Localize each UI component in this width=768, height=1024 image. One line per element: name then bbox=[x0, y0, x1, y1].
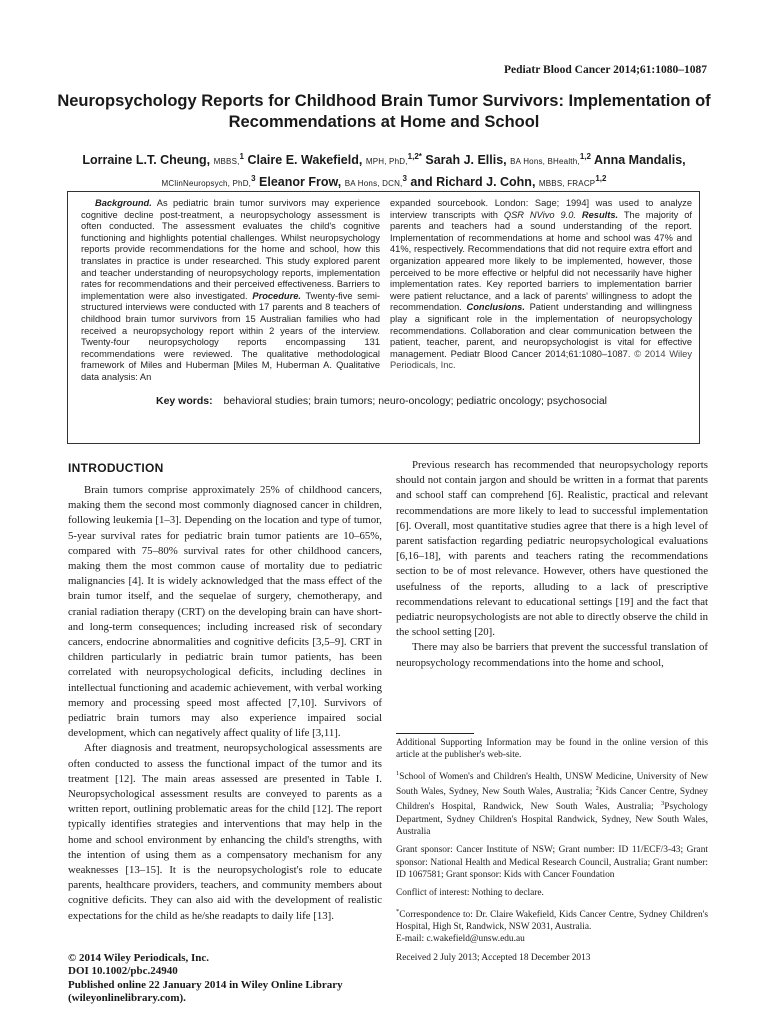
abstract-results-label: Results. bbox=[581, 209, 619, 220]
author-name: Lorraine L.T. Cheung, bbox=[82, 153, 211, 168]
publication-copyright: © 2014 Wiley Periodicals, Inc. bbox=[68, 952, 210, 964]
keywords bbox=[156, 395, 676, 407]
author-name: and Richard J. Cohn, bbox=[410, 175, 536, 190]
abstract-results-text: The majority of parents and teachers had a sound understanding of the report. Implementation of recommendations at home and school was 47% and 41%, respectively. Recommendations that did not require extra effort and organization appeared more likely to be implemented, however, those perceived to be more effective or helpful did not necessarily have higher implementation rates. Key reported barriers to implementation barrier were patient reluctance, and a lack of parents' willingness to adopt the recommendation. bbox=[390, 209, 692, 313]
section-heading: INTRODUCTION bbox=[68, 461, 164, 475]
author-degrees: MBBS, FRACP bbox=[538, 179, 596, 189]
journal-reference: Pediatr Blood Cancer 2014;61:1080–1087 bbox=[503, 64, 707, 76]
author-name: Anna Mandalis, bbox=[593, 153, 686, 168]
footnote-received: Received 2 July 2013; Accepted 18 December 2013 bbox=[396, 952, 591, 963]
author-name: Sarah J. Ellis, bbox=[425, 153, 507, 168]
keywords-text: behavioral studies; brain tumors; neuro-oncology; pediatric oncology; psychosocial bbox=[223, 395, 607, 407]
left-column bbox=[68, 483, 382, 924]
author-affiliation: 1,2 bbox=[579, 152, 591, 161]
footnote-grants: Grant sponsor: Cancer Institute of NSW; Grant number: ID 11/ECF/3-43; Grant sponsor: National Health and Medical Research Council, Australia; Grant number: ID 1067581; Grant sponsor: Kids with Cancer Foundation bbox=[396, 845, 708, 881]
footnote-correspondence: *Correspondence to: Dr. Claire Wakefield, Kids Cancer Centre, Sydney Children's Hospital, High St, Randwick, NSW 2031, Australia. E-mail: c.wakefield@unsw.edu.au bbox=[396, 907, 708, 945]
author-affiliation: 1,2* bbox=[407, 152, 422, 161]
publication-online: Published online 22 January 2014 in Wiley Online Library bbox=[68, 978, 343, 991]
abstract-conclusions-label: Conclusions. bbox=[466, 302, 525, 313]
author-degrees: MClinNeuropsych, PhD, bbox=[161, 179, 252, 189]
author-name: Eleanor Frow, bbox=[259, 175, 342, 190]
author-affiliation: 3 bbox=[402, 174, 407, 184]
author-degrees: MBBS, bbox=[213, 157, 240, 167]
correspondence-email: E-mail: c.wakefield@unsw.edu.au bbox=[396, 934, 525, 945]
right-column bbox=[396, 458, 708, 671]
paragraph: Brain tumors comprise approximately 25% of childhood cancers, making them the second most commonly diagnosed cancer in children, following leukemia [1–3]. Depending on the location and type of tumor, 5-year survival rates for pediatric brain tumor patients are 10–65%, compared with 75–80% survival rates for other childhood cancers, making them the most common cause of mortality due to pediatric malignancies [4]. It is widely acknowledged that the mass effect of the brain tumor itself, and the sequelae of surgery, chemotherapy, and cranial radiation therapy (CRT) on the developing brain can have short- and long-term consequences; including increased risk of secondary cancers, endocrine abnormalities and cognitive deficits [3,5–9]. CRT in children particularly in pediatric brain tumor patients, has been correlated with neuropsychological deficits, including declines in intellectual functioning and academic achievement, with verbal working memory and processing speed most affected [7,10]. Survivors of pediatric brain tumors may also experience impaired social development, which can negatively affect quality of life [3,11]. bbox=[68, 484, 382, 740]
footnote-conflict: Conflict of interest: Nothing to declare. bbox=[396, 888, 544, 899]
footnote-divider bbox=[396, 733, 474, 734]
author-list bbox=[40, 148, 728, 192]
author-name: Claire E. Wakefield, bbox=[247, 153, 363, 168]
abstract-box bbox=[67, 191, 700, 444]
footnote-affiliations: $^1$School of Women's and Children's Health, UNSW Medicine, University of New South Wales, Sydney, New South Wales, Australia; $^2$Kids Cancer Centre, Sydney Children's Hospital, Randwick, New South Wales, Australia; $^3$Psychology Department, Sydney Children's Hospital Randwick, Sydney, New South Wales, Australia bbox=[396, 769, 708, 838]
abstract-copyright: © 2014 Wiley Periodicals, Inc. bbox=[390, 348, 692, 371]
keywords-label: Key words: bbox=[156, 395, 213, 407]
abstract-software: QSR NVivo 9.0. bbox=[503, 209, 576, 220]
correspondence-text: Correspondence to: Dr. Claire Wakefield, Kids Cancer Centre, Sydney Children's Hospital, High St, Randwick, NSW 2031, Australia. bbox=[396, 909, 708, 933]
footnotes bbox=[396, 737, 708, 970]
abstract-left-column bbox=[81, 198, 380, 384]
abstract-background-text: As pediatric brain tumor survivors may experience cognitive decline post-treatment, a neuropsychology assessment is often conducted. The assessment evaluates the child's cognitive functioning and highlights potential challenges. Whilst neuropsychology reports provide recommendations for the home and school, how this translates in practice is under researched. This study explored parent and teacher understanding of neuropsychology reports, implementation rates for recommendations and their perceived effectiveness. Barriers to implementation were also investigated. bbox=[81, 198, 380, 301]
affiliation-3: Psychology Department, Sydney Children's Hospital Randwick, Sydney, New South Wales, Australia bbox=[396, 802, 708, 838]
abstract-conclusions-text: Patient understanding and willingness play a significant role in the implementation of neuropsychology recommendations. Collaboration and clear communication between the patient, teacher, parent, and neuropsychologist is vital for effective management. Pediatr Blood Cancer 2014;61:1080–1087. bbox=[390, 302, 692, 359]
abstract-procedure-text: Twenty-five semi-structured interviews were conducted with 17 parents and 8 teachers of childhood brain tumor survivors from 15 Australian families who had received a neuropsychology report within 2 years of the interview. Twenty-four neuropsychology reports encompassing 131 recommendations were reviewed. The qualitative methodological framework of Miles and Huberman [Miles M, Huberman A. Qualitative data analysis: An bbox=[81, 290, 380, 382]
abstract-procedure-label: Procedure. bbox=[252, 290, 301, 301]
affiliation-2: Kids Cancer Centre, Sydney Children's Hospital, Randwick, New South Wales, Australia; bbox=[396, 787, 708, 813]
author-degrees: MPH, PhD, bbox=[365, 157, 408, 167]
author-affiliation: 1,2 bbox=[595, 174, 607, 184]
footnote-supporting: Additional Supporting Information may be found in the online version of this article at the publisher's web-site. bbox=[396, 738, 708, 761]
publication-info bbox=[68, 952, 388, 1006]
abstract-background-label: Background. bbox=[95, 198, 152, 208]
author-degrees: BA Hons, DCN, bbox=[344, 179, 403, 189]
abstract-right-column bbox=[390, 198, 692, 372]
publication-site: (wileyonlinelibrary.com). bbox=[68, 992, 186, 1005]
affiliation-1: School of Women's and Children's Health, UNSW Medicine, University of New South Wales, Sydney, New South Wales, Australia; bbox=[396, 771, 708, 798]
paragraph: There may also be barriers that prevent the successful translation of neuropsychology recommendations into the home and school, bbox=[396, 641, 708, 669]
paragraph: Previous research has recommended that neuropsychology reports should not contain jargon and should be written in a format that parents and school staff can comprehend [6]. Realistic, practical and relevant recommendations are more likely to lead to successful implementation [6]. Overall, most quantitative studies agree that there is a high level of parent satisfaction regarding pediatric neuropsychological evaluations [6,16–18], with parents and teachers rating the recommendations section to be of most relevance. However, others have questioned the usefulness of the reports, alluding to a lack of prescriptive recommendations relevant to educational settings [19] and the fact that pediatric neuropsychologists are not able to directly observe the child in the school setting [20]. bbox=[396, 459, 708, 639]
author-degrees: BA Hons, BHealth, bbox=[510, 157, 580, 167]
author-affiliation: 1 bbox=[239, 152, 244, 161]
article-title: Neuropsychology Reports for Childhood Brain Tumor Survivors: Implementation of Recommendations at Home and School bbox=[57, 92, 711, 131]
abstract-continued-text: expanded sourcebook. London: Sage; 1994] was used to analyze interview transcripts with bbox=[390, 198, 692, 220]
author-affiliation: 3 bbox=[251, 174, 256, 184]
publication-doi: DOI 10.1002/pbc.24940 bbox=[68, 965, 178, 978]
paragraph: After diagnosis and treatment, neuropsychological assessments are often conducted to assess the functional impact of the tumor and its treatment [12]. The main areas assessed are presented in Table I. Neuropsychological assessment results are conveyed to parents as a written report, outlining problematic areas for the child [12]. The report typically identifies strategies and interventions that may help in the home and school environment by enhancing the child's strengths, with the intention of using them as a compensatory mechanism for any weaknesses [13–15]. It is the neuropsychologist's role to educate parents, healthcare providers, teachers, and community members about cognitive deficits. They can also aid with the development of realistic expectations for the child as he/she readapts to daily life [13]. bbox=[68, 742, 382, 922]
